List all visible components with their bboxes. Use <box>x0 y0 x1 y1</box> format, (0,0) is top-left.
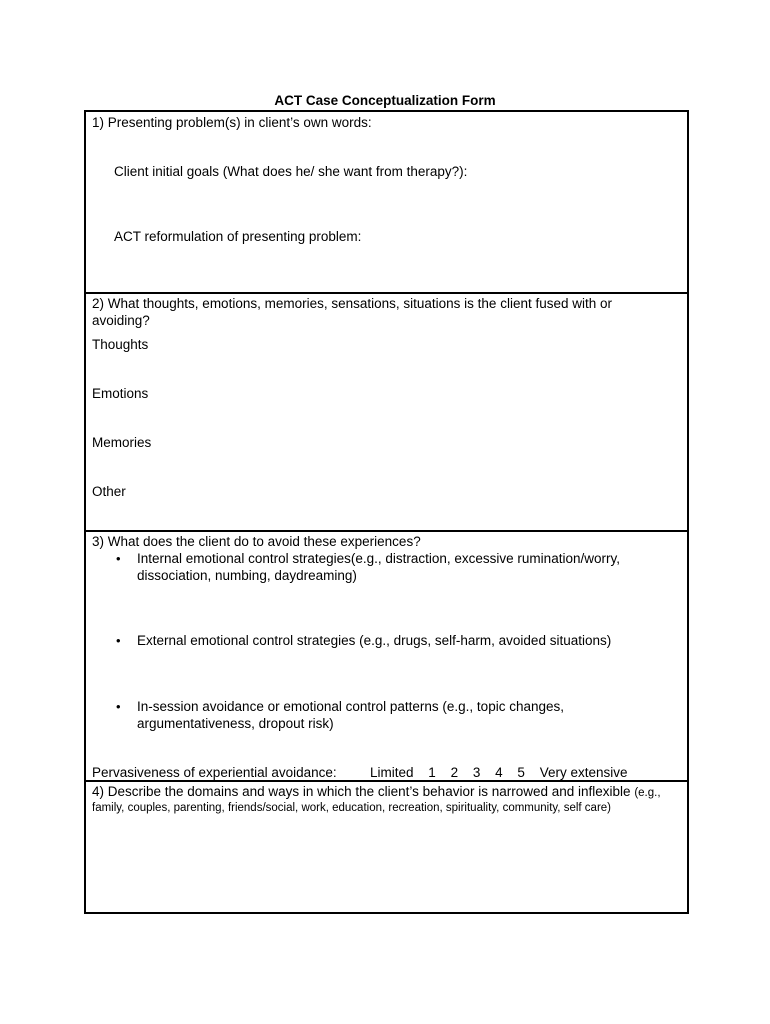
memories-label: Memories <box>92 435 152 450</box>
section-fused-avoiding[interactable] <box>86 294 687 530</box>
act-reformulation-label: ACT reformulation of presenting problem: <box>114 229 362 244</box>
pervasiveness-label: Pervasiveness of experiential avoidance: <box>92 765 337 780</box>
bullet-icon: • <box>116 551 121 566</box>
other-label: Other <box>92 484 126 499</box>
section2-heading-line2: avoiding? <box>92 313 150 328</box>
in-session-avoidance-line1: In-session avoidance or emotional control patterns (e.g., topic changes, <box>137 699 564 714</box>
pervasiveness-scale[interactable] <box>370 764 628 781</box>
scale-high-label: Very extensive <box>539 765 628 780</box>
emotions-label: Emotions <box>92 386 149 401</box>
in-session-avoidance-line2: argumentativeness, dropout risk) <box>137 716 334 731</box>
internal-strategies-line1: Internal emotional control strategies(e.g., distraction, excessive rumination/worry, <box>137 551 620 566</box>
scale-option-1[interactable]: 1 <box>428 765 436 780</box>
section1-heading: 1) Presenting problem(s) in client’s own words: <box>92 115 372 130</box>
thoughts-label: Thoughts <box>92 337 149 352</box>
bullet-icon: • <box>116 633 121 648</box>
section4-heading-main: 4) Describe the domains and ways in which the client’s behavior is narrowed and inflexible <box>92 784 631 799</box>
section-narrowed-domains[interactable] <box>86 782 687 912</box>
client-goals-label: Client initial goals (What does he/ she want from therapy?): <box>114 164 468 179</box>
scale-low-label: Limited <box>370 765 414 780</box>
external-strategies-line1: External emotional control strategies (e.g., drugs, self-harm, avoided situations) <box>137 633 612 648</box>
scale-option-2[interactable]: 2 <box>450 765 459 780</box>
section-presenting-problem[interactable] <box>86 112 687 292</box>
form-title: ACT Case Conceptualization Form <box>274 93 496 108</box>
scale-option-4[interactable]: 4 <box>495 765 503 780</box>
section4-heading-line2: family, couples, parenting, friends/social, work, education, recreation, spirituality, community, self care) <box>92 802 611 814</box>
section-avoidance-strategies[interactable] <box>86 532 687 780</box>
scale-option-5[interactable]: 5 <box>517 765 525 780</box>
section2-heading-line1: 2) What thoughts, emotions, memories, sensations, situations is the client fused with or <box>92 296 612 311</box>
act-form-table <box>84 110 689 914</box>
bullet-icon: • <box>116 699 121 714</box>
scale-option-3[interactable]: 3 <box>472 765 481 780</box>
internal-strategies-line2: dissociation, numbing, daydreaming) <box>137 568 357 583</box>
section3-heading: 3) What does the client do to avoid these experiences? <box>92 534 421 549</box>
section4-heading-eg: (e.g., <box>634 787 661 799</box>
